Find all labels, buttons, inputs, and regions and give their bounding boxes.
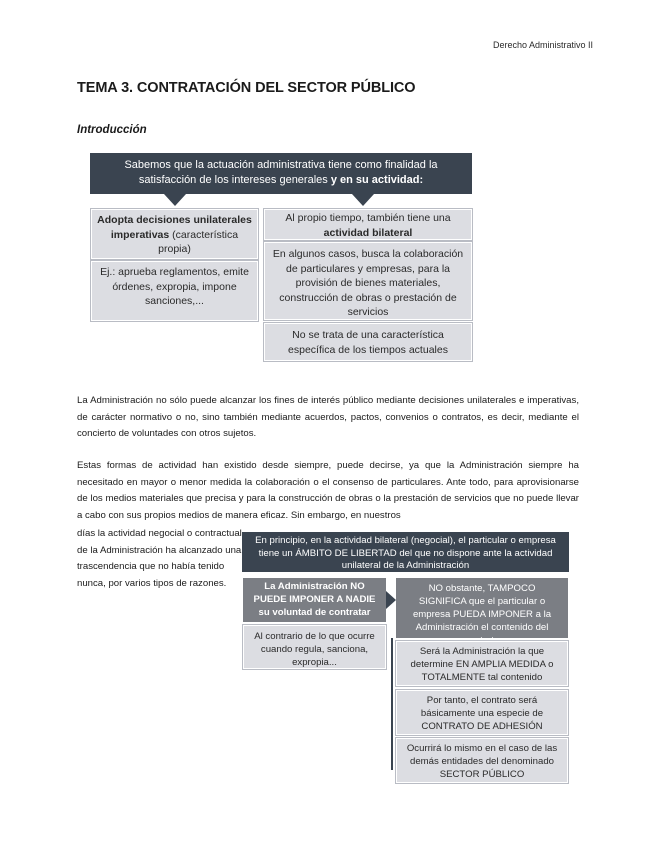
diagram1-left-bold: Adopta decisiones unilaterales imperativas <box>97 214 252 241</box>
arrow-down-right-icon <box>352 194 374 206</box>
diagram2-left-1: La Administración NO PUEDE IMPONER A NADIE su voluntad de contratar <box>253 581 376 618</box>
diagram2-right-3: Por tanto, el contrato será básicamente una especie de CONTRATO DE ADHESIÓN <box>420 695 544 732</box>
diagram1-left-box <box>91 209 258 259</box>
diagram1-right-3: No se trata de una característica específica de los tiempos actuales <box>288 329 448 356</box>
diagram1-right-2: En algunos casos, busca la colaboración de particulares y empresas, para la provisión de bienes materiales, construcción de obras o prestación de servicios <box>272 248 464 318</box>
connector-line <box>391 638 393 770</box>
paragraph-2: Estas formas de actividad han existido desde siempre, puede decirse, ya que la Administración siempre ha necesitado en mayor o menor medida la colaboración o el consenso de particulares. Ante todo, para aprovisionarse de los medios materiales que precisa y para la construcción de obras o la prestación de servicios que no puede llevar a cabo con sus propios medios de manera eficaz. Sin embargo, en nuestros <box>77 460 579 522</box>
diagram1-right-1-bold: actividad bilateral <box>323 226 413 239</box>
diagram1-top-bold: y en su actividad: <box>330 174 424 186</box>
diagram2-top: En principio, en la actividad bilateral (negocial), el particular o empresa tiene un ÁMBITO DE LIBERTAD del que no dispone ante la actividad unilateral de la Administración <box>255 535 556 571</box>
diagram1-left-rest: (característica propia) <box>158 228 239 255</box>
section-subtitle: Introducción <box>77 124 147 136</box>
diagram1-right-1-text: Al propio tiempo, también tiene una <box>285 212 451 224</box>
diagram2-right-box-1 <box>396 578 568 638</box>
diagram2-right-box-2 <box>396 641 568 686</box>
running-header: Derecho Administrativo II <box>492 40 593 50</box>
diagram2-left-box-1 <box>243 578 386 622</box>
diagram2-right-2: Será la Administración la que determine EN AMPLIA MEDIDA o TOTALMENTE tal contenido <box>410 646 554 683</box>
paragraph-1: La Administración no sólo puede alcanzar los fines de interés público mediante decisiones unilaterales e imperativas, de carácter normativo o no, sino también mediante acuerdos, pactos, convenios o contratos, es decir, mediante el concierto de voluntades con otros sujetos. <box>77 395 579 440</box>
diagram1-right-box-1 <box>264 209 472 240</box>
page-title: TEMA 3. CONTRATACIÓN DEL SECTOR PÚBLICO <box>77 80 416 96</box>
diagram2-top-box <box>242 532 569 572</box>
diagram2-left-box-2 <box>243 625 386 669</box>
diagram1-top-text: Sabemos que la actuación administrativa tiene como finalidad la satisfacción de los intereses generales <box>124 159 438 186</box>
arrow-right-icon <box>386 591 396 609</box>
diagram1-right-box-3 <box>264 323 472 361</box>
diagram1-right-box-2 <box>264 242 472 320</box>
paragraph-3: días la actividad negocial o contractual de la Administración ha alcanzado una trascendencia que no había tenido nunca, por varios tipos de razones. <box>77 528 242 590</box>
arrow-down-left-icon <box>164 194 186 206</box>
diagram2-right-1: NO obstante, TAMPOCO SIGNIFICA que el particular o empresa PUEDA IMPONER a la Administración el contenido del <box>412 583 552 633</box>
diagram1-top-box <box>90 153 472 194</box>
diagram2-left-2: Al contrario de lo que ocurre cuando regula, sanciona, expropia... <box>254 631 375 668</box>
diagram2-right-box-3 <box>396 690 568 735</box>
diagram1-left-example: Ej.: aprueba reglamentos, emite órdenes, expropia, impone sanciones,... <box>100 266 249 307</box>
diagram2-right-box-4 <box>396 738 568 783</box>
diagram2-right-4: Ocurrirá lo mismo en el caso de las demás entidades del denominado SECTOR PÚBLICO <box>406 743 558 780</box>
diagram1-left-example-box <box>91 261 258 321</box>
